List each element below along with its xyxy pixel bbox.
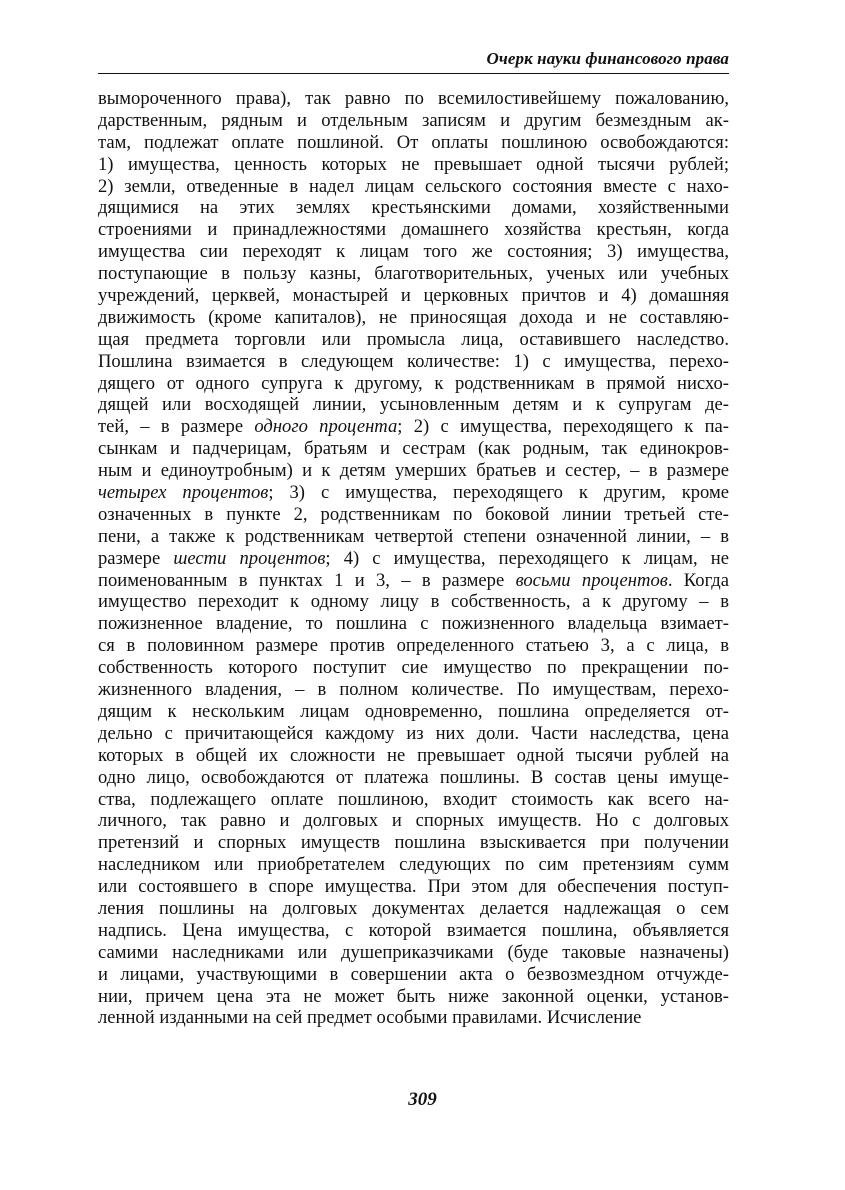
text-segment: личного, так равно и долговых и спорных имуществ. Но с долговых <box>98 810 729 832</box>
text-segment: ся в половинном размере против определенного статьею 3, а с лица, в <box>98 635 729 657</box>
text-segment: жизненного владения, – в полном количестве. По имуществам, перехо- <box>98 679 729 701</box>
italic-text-segment: шести процентов <box>173 547 326 569</box>
text-segment: строениями и принадлежностями домашнего хозяйства крестьян, когда <box>98 219 729 241</box>
text-line <box>98 197 729 219</box>
text-segment: или состоявшего в споре имущества. При этом для обеспечения поступ- <box>98 876 729 898</box>
text-line <box>98 591 729 613</box>
text-line <box>98 1007 729 1029</box>
text-line <box>98 263 729 285</box>
text-segment: означенных в пункте 2, родственникам по боковой линии третьей сте- <box>98 503 729 525</box>
text-segment: самими наследниками или душеприказчиками (буде таковые назначены) <box>98 941 729 963</box>
text-line <box>98 241 729 263</box>
text-segment: ; 2) с имущества, переходящего к па- <box>397 416 729 438</box>
text-segment: вымороченного права), так равно по всемилостивейшему пожалованию, <box>98 88 729 109</box>
text-segment: там, подлежат оплате пошлиной. От оплаты пошлиною освобождаются: <box>98 131 729 153</box>
text-segment: имущества сии переходят к лицам того же состояния; 3) имущества, <box>98 241 729 263</box>
text-segment: 1) имущества, ценность которых не превышает одной тысячи рублей; <box>98 153 729 175</box>
text-line <box>98 394 729 416</box>
text-segment: имущество переходит к одному лицу в собственность, а к другому – в <box>98 591 729 613</box>
text-line <box>98 548 729 570</box>
text-segment: ления пошлины на долговых документах делается надлежащая о сем <box>98 897 729 919</box>
text-line <box>98 723 729 745</box>
text-segment: ным и единоутробным) и к детям умерших братьев и сестер, – в размере <box>98 460 729 482</box>
text-segment: и лицами, участвующими в совершении акта о безвозмездном отчужде- <box>98 963 729 985</box>
text-line <box>98 416 729 438</box>
text-line <box>98 154 729 176</box>
text-segment: щая предмета торговли или промысла лица, оставившего наследство. <box>98 328 729 350</box>
text-segment: дарственным, рядным и отдельным записям и другим безмездным ак- <box>98 109 729 131</box>
text-line <box>98 88 729 110</box>
text-segment: которых в общей их сложности не превышает одной тысячи рублей на <box>98 744 729 766</box>
text-segment: сынкам и падчерицам, братьям и сестрам (как родным, так единокров- <box>98 438 729 460</box>
text-segment: поименованным в пунктах 1 и 3, – в размере <box>98 569 516 591</box>
text-line <box>98 307 729 329</box>
text-line <box>98 679 729 701</box>
text-line <box>98 657 729 679</box>
text-segment: ; 3) с имущества, переходящего к другим, кроме <box>268 482 729 504</box>
text-line <box>98 438 729 460</box>
text-line <box>98 373 729 395</box>
running-head: Очерк науки финансового права <box>486 49 729 68</box>
text-segment: тей, – в размере <box>98 416 255 438</box>
text-segment: наследником или приобретателем следующих по сим претензиям сумм <box>98 854 729 876</box>
text-segment: ; 4) с имущества, переходящего к лицам, не <box>325 547 729 569</box>
page-number: 309 <box>408 1089 437 1110</box>
header-rule <box>98 73 729 74</box>
text-segment: дящего от одного супруга к другому, к родственникам в прямой нисхо- <box>98 372 729 394</box>
text-line <box>98 613 729 635</box>
text-line <box>98 285 729 307</box>
italic-text-segment: четырех процентов <box>98 482 269 504</box>
text-segment: одно лицо, освобождаются от платежа пошлины. В состав цены имуще- <box>98 766 729 788</box>
body-text <box>98 88 729 1029</box>
text-segment: дельно с причитающейся каждому из них доли. Части наследства, цена <box>98 722 729 744</box>
text-line <box>98 329 729 351</box>
text-line <box>98 832 729 854</box>
text-line <box>98 810 729 832</box>
text-segment: размере <box>98 547 174 569</box>
text-line <box>98 635 729 657</box>
text-line <box>98 767 729 789</box>
text-segment: надпись. Цена имущества, с которой взимается пошлина, объявляется <box>98 919 729 941</box>
text-line <box>98 351 729 373</box>
text-line <box>98 876 729 898</box>
text-segment: движимость (кроме капиталов), не приносящая дохода и не составляю- <box>98 306 729 328</box>
text-line <box>98 964 729 986</box>
text-line <box>98 701 729 723</box>
text-line <box>98 942 729 964</box>
text-line <box>98 570 729 592</box>
text-segment: поступающие в пользу казны, благотворительных, ученых или учебных <box>98 263 729 285</box>
text-segment: Пошлина взимается в следующем количестве: 1) с имущества, перехо- <box>98 350 729 372</box>
text-line <box>98 526 729 548</box>
text-line <box>98 986 729 1008</box>
text-segment: претензий и спорных имуществ пошлина взыскивается при получении <box>98 832 729 854</box>
italic-text-segment: одного процента <box>254 416 398 438</box>
text-segment: . Когда <box>667 569 729 591</box>
text-line <box>98 745 729 767</box>
text-segment: дящей или восходящей линии, усыновленным детям и к супругам де- <box>98 394 729 416</box>
italic-text-segment: восьми процентов <box>515 569 668 591</box>
text-segment: ства, подлежащего оплате пошлиною, входит стоимость как всего на- <box>98 788 729 810</box>
text-line <box>98 898 729 920</box>
text-line <box>98 460 729 482</box>
text-line <box>98 920 729 942</box>
text-line <box>98 219 729 241</box>
text-line <box>98 504 729 526</box>
text-line <box>98 110 729 132</box>
text-line <box>98 176 729 198</box>
text-segment: пожизненное владение, то пошлина с пожизненного владельца взимает- <box>98 613 729 635</box>
text-segment: дящим к нескольким лицам одновременно, пошлина определяется от- <box>98 700 729 722</box>
text-segment: ленной изданными на сей предмет особыми правилами. Исчисление <box>98 1007 642 1029</box>
text-segment: дящимися на этих землях крестьянскими домами, хозяйственными <box>98 197 729 219</box>
text-segment: 2) земли, отведенные в надел лицам сельского состояния вместе с нахо- <box>98 175 729 197</box>
text-segment: собственность которого поступит сие имущество по прекращении по- <box>98 657 729 679</box>
text-line <box>98 132 729 154</box>
text-segment: учреждений, церквей, монастырей и церковных причтов и 4) домашняя <box>98 285 729 307</box>
text-segment: нии, причем цена эта не может быть ниже законной оценки, установ- <box>98 985 729 1007</box>
text-segment: пени, а также к родственникам четвертой степени означенной линии, – в <box>98 525 729 547</box>
text-line <box>98 854 729 876</box>
text-line <box>98 482 729 504</box>
text-line <box>98 789 729 811</box>
